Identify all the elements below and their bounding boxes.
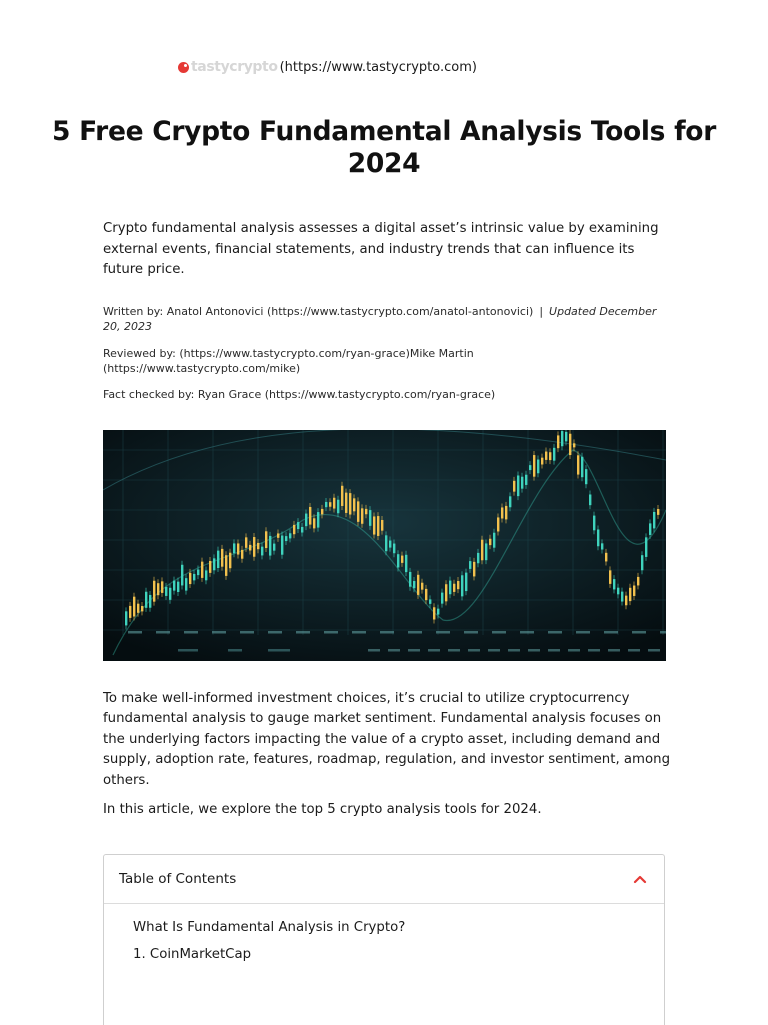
logo-wordmark: tastycrypto <box>191 59 278 75</box>
intro-paragraph: To make well-informed investment choices, it’s crucial to utilize cryptocurrency fundamental analysis to gauge market sentiment. Fundamental analysis focuses on the underlying factors impacting the value of a crypto asset, including demand and supply, adoption rate, features, roadmap, regulation, and investor sentiment, among others. <box>103 691 671 788</box>
reviewer-link[interactable]: Reviewed by: (https://www.tastycrypto.com/ryan-grace)Mike Martin (https://www.tastycrypto.com/mike) <box>103 347 474 375</box>
article-lead-sentence: In this article, we explore the top 5 crypto analysis tools for 2024. <box>103 802 542 817</box>
byline-separator: | <box>539 305 544 318</box>
candlestick-chart-illustration <box>103 430 666 661</box>
article-title: 5 Free Crypto Fundamental Analysis Tools for 2024 <box>52 116 716 179</box>
chevron-up-icon[interactable] <box>631 870 649 888</box>
toc-item[interactable]: What Is Fundamental Analysis in Crypto? <box>133 920 406 935</box>
site-logo[interactable] <box>178 59 278 75</box>
table-of-contents <box>103 854 665 1025</box>
byline-written <box>103 305 668 334</box>
toc-title: Table of Contents <box>119 871 237 887</box>
hero-image <box>103 430 666 661</box>
site-url-link[interactable]: (https://www.tastycrypto.com) <box>279 59 477 75</box>
toc-header[interactable] <box>104 855 664 904</box>
updated-date: Updated December 20, 2023 <box>103 305 657 333</box>
author-link[interactable]: Written by: Anatol Antonovici (https://www.tastycrypto.com/anatol-antonovici) <box>103 305 534 318</box>
byline-fact-checked <box>103 388 668 403</box>
toc-list <box>104 904 664 965</box>
fact-checker-link[interactable]: Fact checked by: Ryan Grace (https://www.tastycrypto.com/ryan-grace) <box>103 388 496 401</box>
tastycrypto-logo-icon <box>178 62 189 73</box>
byline-reviewed <box>103 347 668 376</box>
site-header <box>178 57 477 77</box>
toc-item[interactable]: 1. CoinMarketCap <box>133 947 252 962</box>
article-summary: Crypto fundamental analysis assesses a digital asset’s intrinsic value by examining external events, financial statements, and industry trends that can influence its future price. <box>103 221 659 277</box>
